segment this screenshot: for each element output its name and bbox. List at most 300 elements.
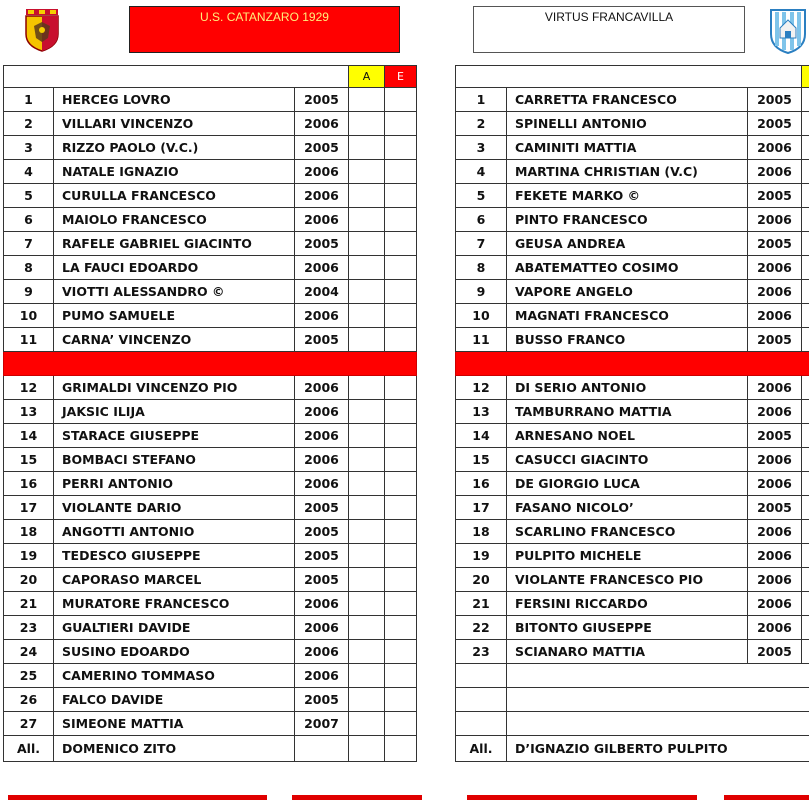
player-name: SCARLINO FRANCESCO bbox=[507, 520, 748, 544]
player-name: ANGOTTI ANTONIO bbox=[54, 520, 295, 544]
player-birth-year: 2005 bbox=[748, 424, 802, 448]
player-birth-year: 2006 bbox=[748, 208, 802, 232]
e-cell bbox=[385, 736, 417, 762]
player-number: 21 bbox=[4, 592, 54, 616]
a-cell bbox=[349, 136, 385, 160]
player-birth-year: 2006 bbox=[748, 616, 802, 640]
coach-label: All. bbox=[456, 736, 507, 762]
player-number: 13 bbox=[4, 400, 54, 424]
player-name: CASUCCI GIACINTO bbox=[507, 448, 748, 472]
player-number: 16 bbox=[4, 472, 54, 496]
player-birth-year: 2005 bbox=[748, 88, 802, 112]
a-cell bbox=[349, 400, 385, 424]
player-number: 12 bbox=[4, 376, 54, 400]
empty-number-cell bbox=[456, 688, 507, 712]
player-number: 14 bbox=[4, 424, 54, 448]
player-birth-year: 2006 bbox=[748, 136, 802, 160]
player-name: CARRETTA FRANCESCO bbox=[507, 88, 748, 112]
empty-number-cell bbox=[456, 664, 507, 688]
e-cell bbox=[385, 424, 417, 448]
table-row bbox=[456, 496, 809, 520]
a-cell bbox=[349, 376, 385, 400]
a-cell bbox=[349, 184, 385, 208]
e-cell bbox=[385, 472, 417, 496]
player-name: CAMERINO TOMMASO bbox=[54, 664, 295, 688]
player-birth-year: 2006 bbox=[748, 520, 802, 544]
player-name: MAIOLO FRANCESCO bbox=[54, 208, 295, 232]
table-row bbox=[4, 712, 417, 736]
player-number: 12 bbox=[456, 376, 507, 400]
player-name: GEUSA ANDREA bbox=[507, 232, 748, 256]
player-number: 9 bbox=[4, 280, 54, 304]
player-name: DE GIORGIO LUCA bbox=[507, 472, 748, 496]
a-cell bbox=[349, 160, 385, 184]
player-birth-year: 2005 bbox=[748, 328, 802, 352]
table-row bbox=[4, 256, 417, 280]
player-number: 3 bbox=[456, 136, 507, 160]
table-row bbox=[4, 424, 417, 448]
empty-name-cell bbox=[507, 712, 809, 736]
a-cell bbox=[349, 232, 385, 256]
player-birth-year: 2006 bbox=[748, 448, 802, 472]
table-row bbox=[456, 160, 809, 184]
table-row bbox=[456, 112, 809, 136]
e-cell bbox=[385, 592, 417, 616]
extra-cell bbox=[802, 112, 809, 136]
player-number: 10 bbox=[456, 304, 507, 328]
coach-name: D’IGNAZIO GILBERTO PULPITO bbox=[507, 736, 809, 762]
player-name: VAPORE ANGELO bbox=[507, 280, 748, 304]
player-name: STARACE GIUSEPPE bbox=[54, 424, 295, 448]
table-row bbox=[4, 496, 417, 520]
player-number: 11 bbox=[4, 328, 54, 352]
player-birth-year: 2006 bbox=[748, 160, 802, 184]
player-birth-year: 2006 bbox=[295, 400, 349, 424]
player-name: SUSINO EDOARDO bbox=[54, 640, 295, 664]
player-birth-year: 2006 bbox=[295, 184, 349, 208]
player-name: FERSINI RICCARDO bbox=[507, 592, 748, 616]
empty-row bbox=[456, 664, 809, 688]
player-number: 18 bbox=[4, 520, 54, 544]
table-row bbox=[4, 280, 417, 304]
player-birth-year: 2005 bbox=[748, 232, 802, 256]
table-row bbox=[456, 232, 809, 256]
coach-year-cell bbox=[295, 736, 349, 762]
player-name: GUALTIERI DAVIDE bbox=[54, 616, 295, 640]
extra-cell bbox=[802, 568, 809, 592]
empty-name-cell bbox=[507, 664, 809, 688]
e-cell bbox=[385, 208, 417, 232]
table-row bbox=[4, 232, 417, 256]
table-row bbox=[456, 448, 809, 472]
extra-cell bbox=[802, 424, 809, 448]
player-number: 20 bbox=[456, 568, 507, 592]
a-cell bbox=[349, 280, 385, 304]
table-row bbox=[456, 208, 809, 232]
player-name: PINTO FRANCESCO bbox=[507, 208, 748, 232]
player-number: 24 bbox=[4, 640, 54, 664]
player-name: MAGNATI FRANCESCO bbox=[507, 304, 748, 328]
table-row bbox=[456, 616, 809, 640]
extra-cell bbox=[802, 256, 809, 280]
player-number: 8 bbox=[456, 256, 507, 280]
player-number: 25 bbox=[4, 664, 54, 688]
a-cell bbox=[349, 544, 385, 568]
player-name: FALCO DAVIDE bbox=[54, 688, 295, 712]
player-birth-year: 2006 bbox=[295, 376, 349, 400]
player-name: CAMINITI MATTIA bbox=[507, 136, 748, 160]
e-cell bbox=[385, 520, 417, 544]
virtus-francavilla-crest-icon bbox=[768, 6, 808, 54]
e-cell bbox=[385, 712, 417, 736]
player-name: CURULLA FRANCESCO bbox=[54, 184, 295, 208]
player-name: PUMO SAMUELE bbox=[54, 304, 295, 328]
extra-cell bbox=[802, 616, 809, 640]
table-row bbox=[456, 136, 809, 160]
player-birth-year: 2004 bbox=[295, 280, 349, 304]
extra-cell bbox=[802, 496, 809, 520]
e-cell bbox=[385, 184, 417, 208]
player-number: 1 bbox=[4, 88, 54, 112]
e-cell bbox=[385, 136, 417, 160]
player-number: 6 bbox=[4, 208, 54, 232]
empty-number-cell bbox=[456, 712, 507, 736]
e-cell bbox=[385, 304, 417, 328]
player-number: 26 bbox=[4, 688, 54, 712]
table-row bbox=[456, 256, 809, 280]
extra-cell bbox=[802, 640, 809, 664]
player-name: ABATEMATTEO COSIMO bbox=[507, 256, 748, 280]
table-row bbox=[4, 640, 417, 664]
table-row bbox=[456, 520, 809, 544]
player-birth-year: 2005 bbox=[295, 568, 349, 592]
player-birth-year: 2006 bbox=[748, 400, 802, 424]
e-cell bbox=[385, 688, 417, 712]
e-cell bbox=[385, 640, 417, 664]
player-name: RIZZO PAOLO (V.C.) bbox=[54, 136, 295, 160]
left-header-blank-cell bbox=[4, 66, 349, 88]
player-birth-year: 2006 bbox=[295, 640, 349, 664]
table-row bbox=[4, 616, 417, 640]
a-cell bbox=[349, 616, 385, 640]
player-number: 15 bbox=[456, 448, 507, 472]
player-number: 14 bbox=[456, 424, 507, 448]
coach-name: DOMENICO ZITO bbox=[54, 736, 295, 762]
player-birth-year: 2006 bbox=[748, 304, 802, 328]
a-cell bbox=[349, 712, 385, 736]
section-separator-row bbox=[456, 352, 809, 376]
table-row bbox=[4, 328, 417, 352]
player-number: 17 bbox=[456, 496, 507, 520]
e-cell bbox=[385, 448, 417, 472]
player-name: ARNESANO NOEL bbox=[507, 424, 748, 448]
extra-cell bbox=[802, 400, 809, 424]
table-row bbox=[4, 160, 417, 184]
a-cell bbox=[349, 568, 385, 592]
table-row bbox=[456, 184, 809, 208]
player-name: NATALE IGNAZIO bbox=[54, 160, 295, 184]
player-birth-year: 2006 bbox=[295, 160, 349, 184]
player-number: 4 bbox=[456, 160, 507, 184]
table-row bbox=[456, 424, 809, 448]
player-number: 2 bbox=[456, 112, 507, 136]
e-cell bbox=[385, 376, 417, 400]
extra-cell bbox=[802, 184, 809, 208]
extra-cell bbox=[802, 232, 809, 256]
table-row bbox=[4, 544, 417, 568]
e-cell bbox=[385, 400, 417, 424]
player-birth-year: 2006 bbox=[748, 568, 802, 592]
player-name: HERCEG LOVRO bbox=[54, 88, 295, 112]
extra-cell bbox=[802, 472, 809, 496]
separator-cell bbox=[4, 352, 417, 376]
e-cell bbox=[385, 256, 417, 280]
table-row bbox=[4, 448, 417, 472]
left-team-name-box bbox=[129, 6, 400, 53]
player-number: 2 bbox=[4, 112, 54, 136]
table-row bbox=[456, 280, 809, 304]
a-cell bbox=[349, 112, 385, 136]
player-name: VIOLANTE DARIO bbox=[54, 496, 295, 520]
player-number: 21 bbox=[456, 592, 507, 616]
section-separator-row bbox=[4, 352, 417, 376]
right-team-name: VIRTUS FRANCAVILLA bbox=[544, 10, 674, 24]
player-number: 22 bbox=[456, 616, 507, 640]
player-name: MURATORE FRANCESCO bbox=[54, 592, 295, 616]
table-row bbox=[4, 376, 417, 400]
player-name: BITONTO GIUSEPPE bbox=[507, 616, 748, 640]
player-name: SCIANARO MATTIA bbox=[507, 640, 748, 664]
player-birth-year: 2005 bbox=[748, 640, 802, 664]
e-cell bbox=[385, 544, 417, 568]
player-number: 5 bbox=[4, 184, 54, 208]
a-cell bbox=[349, 736, 385, 762]
table-row bbox=[4, 112, 417, 136]
empty-name-cell bbox=[507, 688, 809, 712]
player-name: TEDESCO GIUSEPPE bbox=[54, 544, 295, 568]
player-name: VILLARI VINCENZO bbox=[54, 112, 295, 136]
player-number: 19 bbox=[456, 544, 507, 568]
a-cell bbox=[349, 592, 385, 616]
player-birth-year: 2005 bbox=[295, 328, 349, 352]
table-row bbox=[456, 400, 809, 424]
extra-cell bbox=[802, 136, 809, 160]
player-number: 9 bbox=[456, 280, 507, 304]
player-name: PERRI ANTONIO bbox=[54, 472, 295, 496]
table-row bbox=[456, 640, 809, 664]
a-cell bbox=[349, 688, 385, 712]
e-cell bbox=[385, 616, 417, 640]
player-name: SPINELLI ANTONIO bbox=[507, 112, 748, 136]
right-bottom-strip-2 bbox=[724, 795, 809, 800]
player-birth-year: 2005 bbox=[295, 544, 349, 568]
player-birth-year: 2006 bbox=[748, 376, 802, 400]
table-row bbox=[456, 328, 809, 352]
coach-row bbox=[456, 736, 809, 762]
player-birth-year: 2005 bbox=[295, 520, 349, 544]
extra-cell bbox=[802, 520, 809, 544]
player-name: VIOLANTE FRANCESCO PIO bbox=[507, 568, 748, 592]
right-team-name-box bbox=[473, 6, 745, 53]
right-header-a-partial bbox=[802, 66, 809, 88]
right-table-header-row bbox=[456, 66, 809, 88]
left-team-name: U.S. CATANZARO 1929 bbox=[200, 10, 329, 24]
player-number: 17 bbox=[4, 496, 54, 520]
e-cell bbox=[385, 112, 417, 136]
table-row bbox=[4, 304, 417, 328]
left-bottom-strip bbox=[8, 795, 267, 800]
player-number: 13 bbox=[456, 400, 507, 424]
table-row bbox=[456, 544, 809, 568]
table-row bbox=[4, 184, 417, 208]
extra-cell bbox=[802, 376, 809, 400]
a-cell bbox=[349, 472, 385, 496]
extra-cell bbox=[802, 304, 809, 328]
player-name: SIMEONE MATTIA bbox=[54, 712, 295, 736]
right-header-blank-cell bbox=[456, 66, 802, 88]
player-name: FASANO NICOLO’ bbox=[507, 496, 748, 520]
player-birth-year: 2005 bbox=[748, 496, 802, 520]
a-cell bbox=[349, 424, 385, 448]
player-birth-year: 2006 bbox=[295, 472, 349, 496]
player-birth-year: 2006 bbox=[748, 592, 802, 616]
left-bottom-strip-2 bbox=[292, 795, 422, 800]
player-birth-year: 2006 bbox=[295, 208, 349, 232]
table-row bbox=[4, 664, 417, 688]
player-number: 6 bbox=[456, 208, 507, 232]
player-birth-year: 2005 bbox=[295, 232, 349, 256]
player-name: VIOTTI ALESSANDRO © bbox=[54, 280, 295, 304]
player-birth-year: 2006 bbox=[295, 616, 349, 640]
player-number: 27 bbox=[4, 712, 54, 736]
extra-cell bbox=[802, 328, 809, 352]
player-number: 19 bbox=[4, 544, 54, 568]
a-cell bbox=[349, 208, 385, 232]
table-row bbox=[4, 568, 417, 592]
player-birth-year: 2006 bbox=[295, 664, 349, 688]
table-row bbox=[4, 400, 417, 424]
extra-cell bbox=[802, 592, 809, 616]
a-cell bbox=[349, 496, 385, 520]
empty-row bbox=[456, 688, 809, 712]
player-name: PULPITO MICHELE bbox=[507, 544, 748, 568]
right-bottom-strip bbox=[467, 795, 697, 800]
player-name: TAMBURRANO MATTIA bbox=[507, 400, 748, 424]
table-row bbox=[456, 376, 809, 400]
player-birth-year: 2006 bbox=[295, 448, 349, 472]
table-row bbox=[456, 592, 809, 616]
a-cell bbox=[349, 88, 385, 112]
player-birth-year: 2006 bbox=[748, 280, 802, 304]
player-birth-year: 2007 bbox=[295, 712, 349, 736]
player-number: 20 bbox=[4, 568, 54, 592]
player-name: JAKSIC ILIJA bbox=[54, 400, 295, 424]
left-header-a: A bbox=[349, 66, 385, 88]
extra-cell bbox=[802, 280, 809, 304]
player-name: CAPORASO MARCEL bbox=[54, 568, 295, 592]
table-row bbox=[456, 304, 809, 328]
extra-cell bbox=[802, 88, 809, 112]
player-name: MARTINA CHRISTIAN (V.C) bbox=[507, 160, 748, 184]
e-cell bbox=[385, 328, 417, 352]
e-cell bbox=[385, 232, 417, 256]
player-birth-year: 2005 bbox=[295, 136, 349, 160]
player-number: 5 bbox=[456, 184, 507, 208]
a-cell bbox=[349, 256, 385, 280]
player-birth-year: 2005 bbox=[748, 184, 802, 208]
a-cell bbox=[349, 448, 385, 472]
a-cell bbox=[349, 664, 385, 688]
player-name: DI SERIO ANTONIO bbox=[507, 376, 748, 400]
player-name: GRIMALDI VINCENZO PIO bbox=[54, 376, 295, 400]
a-cell bbox=[349, 520, 385, 544]
a-cell bbox=[349, 640, 385, 664]
coach-label: All. bbox=[4, 736, 54, 762]
table-row bbox=[4, 592, 417, 616]
table-row bbox=[456, 88, 809, 112]
table-row bbox=[4, 136, 417, 160]
player-birth-year: 2006 bbox=[748, 544, 802, 568]
player-birth-year: 2005 bbox=[295, 88, 349, 112]
a-cell bbox=[349, 304, 385, 328]
e-cell bbox=[385, 88, 417, 112]
coach-row bbox=[4, 736, 417, 762]
table-row bbox=[4, 472, 417, 496]
player-birth-year: 2006 bbox=[295, 112, 349, 136]
right-team-roster-table bbox=[455, 65, 809, 762]
e-cell bbox=[385, 160, 417, 184]
separator-cell bbox=[456, 352, 809, 376]
player-number: 16 bbox=[456, 472, 507, 496]
player-number: 15 bbox=[4, 448, 54, 472]
player-birth-year: 2006 bbox=[295, 304, 349, 328]
left-team-roster-table bbox=[3, 65, 417, 762]
e-cell bbox=[385, 568, 417, 592]
player-number: 8 bbox=[4, 256, 54, 280]
player-number: 7 bbox=[456, 232, 507, 256]
player-number: 11 bbox=[456, 328, 507, 352]
player-name: BOMBACI STEFANO bbox=[54, 448, 295, 472]
catanzaro-crest-icon bbox=[24, 8, 60, 52]
player-name: FEKETE MARKO © bbox=[507, 184, 748, 208]
player-number: 1 bbox=[456, 88, 507, 112]
e-cell bbox=[385, 664, 417, 688]
table-row bbox=[4, 520, 417, 544]
table-row bbox=[4, 688, 417, 712]
e-cell bbox=[385, 280, 417, 304]
extra-cell bbox=[802, 544, 809, 568]
table-row bbox=[456, 568, 809, 592]
player-name: LA FAUCI EDOARDO bbox=[54, 256, 295, 280]
player-number: 7 bbox=[4, 232, 54, 256]
player-number: 3 bbox=[4, 136, 54, 160]
extra-cell bbox=[802, 160, 809, 184]
player-number: 18 bbox=[456, 520, 507, 544]
player-birth-year: 2005 bbox=[295, 688, 349, 712]
player-birth-year: 2006 bbox=[295, 256, 349, 280]
player-birth-year: 2006 bbox=[748, 256, 802, 280]
table-row bbox=[4, 208, 417, 232]
player-name: RAFELE GABRIEL GIACINTO bbox=[54, 232, 295, 256]
player-number: 23 bbox=[456, 640, 507, 664]
player-name: CARNA’ VINCENZO bbox=[54, 328, 295, 352]
player-number: 10 bbox=[4, 304, 54, 328]
table-row bbox=[456, 472, 809, 496]
player-birth-year: 2006 bbox=[295, 424, 349, 448]
player-number: 4 bbox=[4, 160, 54, 184]
table-row bbox=[4, 88, 417, 112]
empty-row bbox=[456, 712, 809, 736]
